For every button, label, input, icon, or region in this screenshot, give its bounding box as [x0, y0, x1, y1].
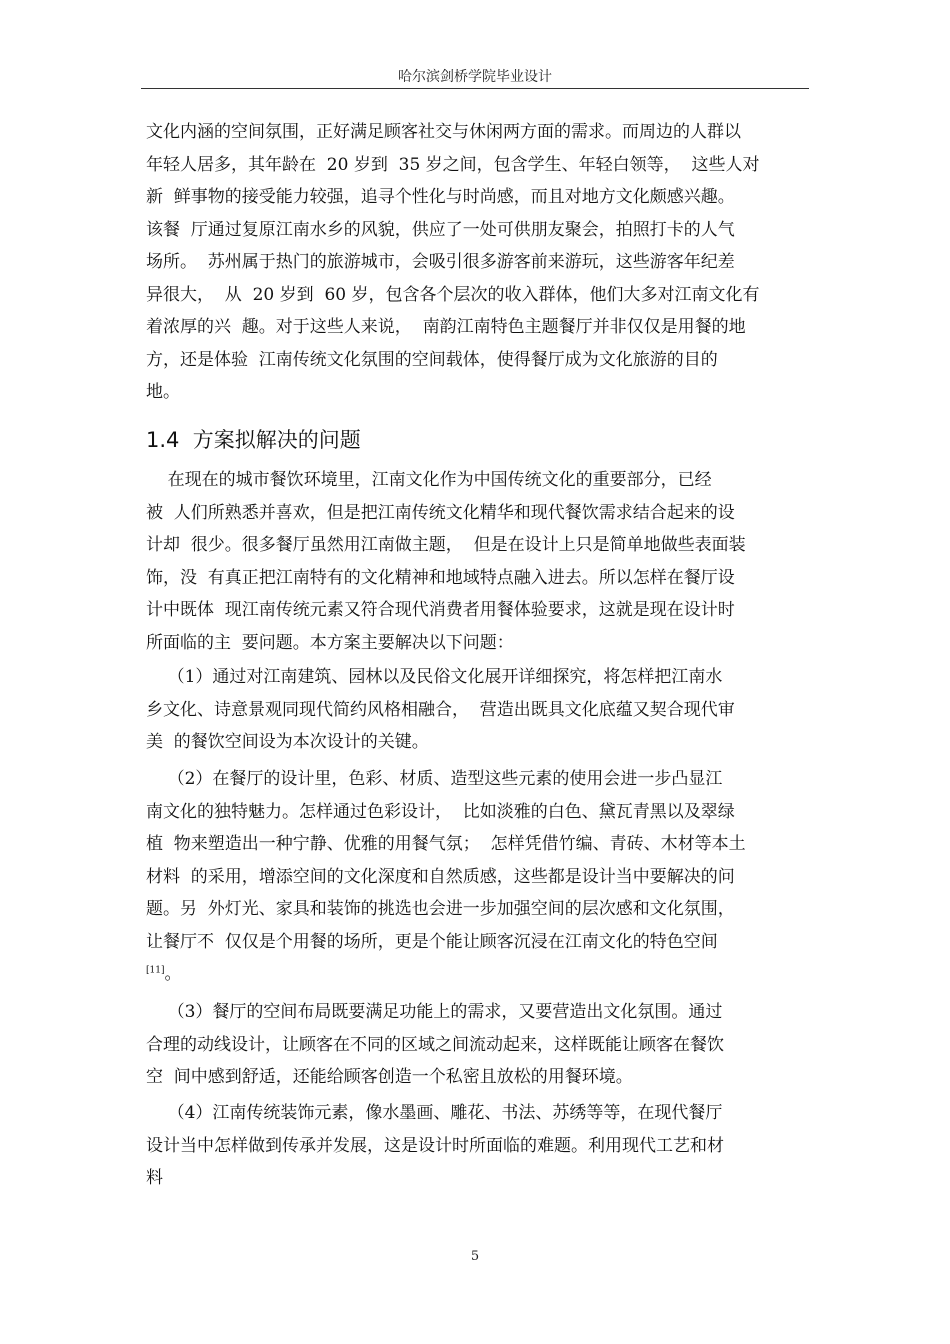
text-line: 年轻人居多，其年龄在 20 岁到 35 岁之间，包含学生、年轻白领等， 这些人对	[146, 154, 760, 175]
page-header: 哈尔滨剑桥学院毕业设计	[398, 69, 552, 85]
text-line: 所面临的主 要问题。本方案主要解决以下问题：	[146, 632, 514, 653]
text-line: （1）通过对江南建筑、园林以及民俗文化展开详细探究，将怎样把江南水	[146, 667, 723, 687]
text-line: 被 人们所熟悉并喜欢，但是把江南传统文化精华和现代餐饮需求结合起来的设	[146, 502, 735, 523]
text-line: 设计当中怎样做到传承并发展，这是设计时所面临的难题。利用现代工艺和材	[146, 1135, 724, 1156]
text-line: 题。另 外灯光、家具和装饰的挑选也会进一步加强空间的层次感和文化氛围，	[146, 899, 735, 919]
text-line: 料	[146, 1168, 163, 1188]
page-number: 5	[470, 1249, 480, 1264]
text-line: 空 间中感到舒适，还能给顾客创造一个私密且放松的用餐环境。	[146, 1067, 633, 1087]
text-line: 在现在的城市餐饮环境里，江南文化作为中国传统文化的重要部分，已经	[146, 470, 712, 490]
text-line: 该餐 厅通过复原江南水乡的风貌，供应了一处可供朋友聚会，拍照打卡的人气	[146, 219, 735, 240]
text-line: 合理的动线设计，让顾客在不同的区域之间流动起来，这样既能让顾客在餐饮	[146, 1034, 724, 1055]
sentence-end: 。	[164, 964, 182, 984]
paragraph-audience	[146, 116, 810, 409]
text-line: 文化内涵的空间氛围，正好满足顾客社交与休闲两方面的需求。而周边的人群以	[146, 122, 741, 142]
text-line: （4）江南传统装饰元素，像水墨画、雕花、书法、苏绣等等，在现代餐厅	[146, 1103, 723, 1123]
paragraph-intro	[146, 464, 810, 659]
text-line: 材料 的采用，增添空间的文化深度和自然质感，这些都是设计当中要解决的问	[146, 866, 735, 887]
text-line: 新 鲜事物的接受能力较强，追寻个性化与时尚感，而且对地方文化颇感兴趣。	[146, 187, 735, 207]
text-line: 计中既体 现江南传统元素又符合现代消费者用餐体验要求，这就是现在设计时	[146, 600, 735, 620]
text-line: （3）餐厅的空间布局既要满足功能上的需求，又要营造出文化氛围。通过	[146, 1002, 723, 1022]
text-line: 着浓厚的兴 趣。对于这些人来说， 南韵江南特色主题餐厅并非仅仅是用餐的地	[146, 317, 746, 337]
citation-line	[146, 958, 810, 991]
section-heading: 1.4 方案拟解决的问题	[146, 428, 361, 452]
text-line: （2）在餐厅的设计里，色彩、材质、造型这些元素的使用会进一步凸显江	[146, 769, 723, 789]
paragraph-item-4	[146, 1097, 810, 1195]
text-line: 饰，没 有真正把江南特有的文化精神和地域特点融入进去。所以怎样在餐厅设	[146, 567, 735, 588]
header-divider	[141, 88, 809, 89]
paragraph-item-3	[146, 996, 810, 1094]
text-line: 方，还是体验 江南传统文化氛围的空间载体，使得餐厅成为文化旅游的目的	[146, 349, 718, 370]
citation-marker: [11]	[146, 965, 165, 976]
text-line: 植 物来塑造出一种宁静、优雅的用餐气氛； 怎样凭借竹编、青砖、木材等本土	[146, 834, 746, 854]
text-line: 让餐厅不 仅仅是个用餐的场所，更是个能让顾客沉浸在江南文化的特色空间	[146, 931, 718, 952]
text-line: 场所。 苏州属于热门的旅游城市，会吸引很多游客前来游玩，这些游客年纪差	[146, 252, 735, 272]
text-line: 地。	[146, 382, 180, 402]
paragraph-item-2	[146, 763, 810, 991]
paragraph-item-1	[146, 661, 810, 759]
text-line: 异很大， 从 20 岁到 60 岁，包含各个层次的收入群体，他们大多对江南文化有	[146, 284, 760, 305]
text-line: 南文化的独特魅力。怎样通过色彩设计， 比如淡雅的白色、黛瓦青黑以及翠绿	[146, 801, 735, 822]
text-line: 乡文化、诗意景观同现代简约风格相融合， 营造出既具文化底蕴又契合现代审	[146, 699, 735, 720]
text-line: 计却 很少。很多餐厅虽然用江南做主题， 但是在设计上只是简单地做些表面装	[146, 535, 746, 555]
text-line: 美 的餐饮空间设为本次设计的关键。	[146, 732, 429, 752]
